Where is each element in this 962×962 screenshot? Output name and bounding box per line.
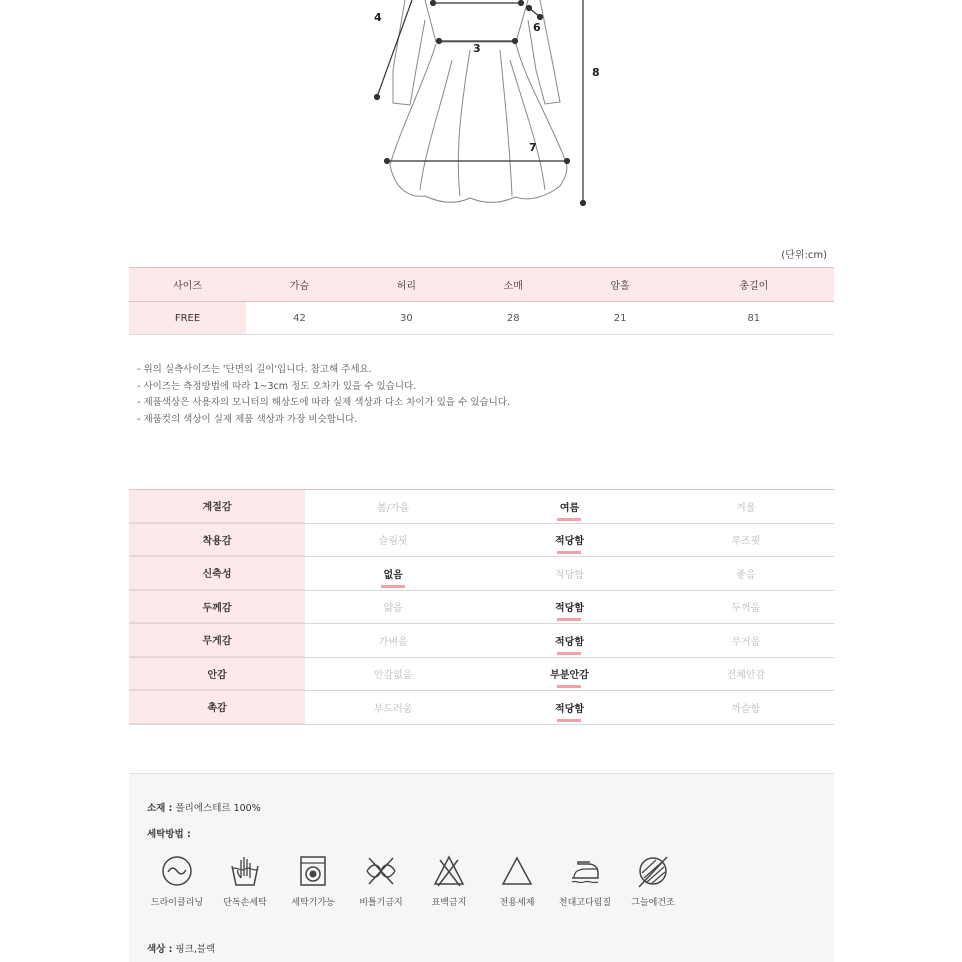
size-header-cell: 암홀 [567, 268, 674, 302]
size-row-head: FREE [129, 302, 246, 335]
size-cell: 21 [567, 302, 674, 335]
measurement-diagram [0, 0, 962, 220]
size-header-cell: 가슴 [246, 268, 353, 302]
note-line: - 사이즈는 측정방법에 따라 1~3cm 정도 오차가 있을 수 있습니다. [137, 380, 417, 392]
note-line: - 위의 실측사이즈는 '단면의 길이'입니다. 참고해 주세요. [137, 364, 372, 375]
note-line: - 제품컷의 색상이 실제 제품 색상과 가장 비슷합니다. [137, 413, 358, 425]
feel-option: 안감없음 [373, 670, 413, 682]
size-cell: 30 [353, 302, 460, 335]
measure-label-length: 8 [592, 66, 600, 79]
color-label: 색상 : [147, 944, 173, 955]
feel-option: 슬림핏 [378, 536, 408, 548]
feel-option: 무거움 [731, 636, 761, 648]
color-line [147, 941, 215, 955]
no-wring-icon [364, 854, 398, 888]
size-header-cell: 사이즈 [129, 268, 246, 302]
wash-item [483, 854, 551, 908]
size-header-cell: 총길이 [674, 268, 834, 302]
feel-option: 두꺼움 [731, 603, 761, 615]
wash-item [619, 854, 687, 908]
table-row [129, 691, 834, 725]
table-row [129, 591, 834, 625]
table-row [129, 624, 834, 658]
wash-label: 전용세제 [499, 898, 535, 908]
table-row [129, 490, 834, 524]
wash-label: 단독손세탁 [223, 898, 267, 908]
iron-icon [568, 854, 602, 888]
wash-item [279, 854, 347, 908]
fit-feel-table [129, 489, 834, 725]
wash-item [347, 854, 415, 908]
feel-option-selected: 없음 [305, 557, 481, 590]
feel-option-selected: 부분안감 [481, 658, 657, 691]
wash-label: 천대고다림질 [558, 898, 612, 908]
wash-item [143, 854, 211, 908]
size-header-cell: 소매 [460, 268, 567, 302]
wash-item [551, 854, 619, 908]
wash-item [211, 854, 279, 908]
feel-option: 가벼움 [378, 636, 408, 648]
feel-row-head: 무게감 [129, 624, 305, 657]
material-line [147, 800, 261, 814]
wash-item [415, 854, 483, 908]
feel-row-head: 두께감 [129, 591, 305, 624]
feel-row-head: 착용감 [129, 524, 305, 557]
note-line: - 제품색상은 사용자의 모니터의 해상도에 따라 실제 색상과 다소 차이가 있을 수 있습니다. [137, 397, 511, 408]
shade-dry-icon [636, 854, 670, 888]
feel-option: 루즈핏 [731, 536, 761, 548]
table-row [129, 302, 834, 335]
feel-option: 좋음 [736, 569, 756, 581]
feel-row-head: 계절감 [129, 490, 305, 523]
table-row [129, 524, 834, 558]
bleach-icon [500, 854, 534, 888]
measure-label-waist: 3 [473, 42, 481, 55]
feel-option: 적당함 [555, 569, 584, 581]
size-cell: 81 [674, 302, 834, 335]
no-bleach-icon [432, 854, 466, 888]
feel-option: 얇음 [383, 603, 403, 615]
feel-option-selected: 적당함 [481, 691, 657, 724]
washing-machine-icon [296, 854, 330, 888]
feel-option: 까슬함 [731, 703, 761, 715]
wash-label: 표백금지 [431, 898, 467, 908]
product-info-box [129, 773, 834, 962]
wash-icon-row [143, 854, 687, 908]
feel-option-selected: 적당함 [481, 591, 657, 624]
dry-clean-icon [160, 854, 194, 888]
measure-label-hem: 7 [529, 141, 537, 154]
dress-outline-illustration [0, 0, 962, 220]
feel-option: 전체안감 [726, 670, 766, 682]
size-header-cell: 허리 [353, 268, 460, 302]
feel-option-selected: 여름 [481, 490, 657, 523]
size-cell: 42 [246, 302, 353, 335]
feel-row-head: 안감 [129, 658, 305, 691]
wash-label: 세탁기가능 [291, 898, 335, 908]
hand-wash-icon [228, 854, 262, 888]
wash-method-line [147, 826, 191, 840]
measure-label-armhole: 6 [533, 21, 541, 34]
table-row [129, 557, 834, 591]
wash-label: 드라이클리닝 [150, 898, 204, 908]
wash-label: 비틀기금지 [359, 898, 403, 908]
size-cell: 28 [460, 302, 567, 335]
feel-option-selected: 적당함 [481, 624, 657, 657]
unit-label: (단위:cm) [781, 250, 827, 261]
feel-option: 부드러움 [373, 703, 413, 715]
size-table [129, 267, 834, 335]
material-value: 폴리에스테르 100% [175, 803, 261, 814]
measure-label-sleeve: 4 [374, 11, 382, 24]
size-table-header [129, 268, 834, 302]
table-row [129, 658, 834, 692]
wash-label: 그늘에건조 [631, 898, 675, 908]
feel-option: 봄/가을 [376, 502, 410, 514]
wash-method-label: 세탁방법 : [147, 829, 191, 840]
size-notes [137, 362, 510, 428]
feel-row-head: 촉감 [129, 691, 305, 724]
feel-option-selected: 적당함 [481, 524, 657, 557]
feel-option: 겨울 [736, 502, 756, 514]
feel-row-head: 신축성 [129, 557, 305, 590]
color-value: 핑크,블랙 [175, 944, 216, 955]
material-label: 소재 : [147, 803, 173, 814]
